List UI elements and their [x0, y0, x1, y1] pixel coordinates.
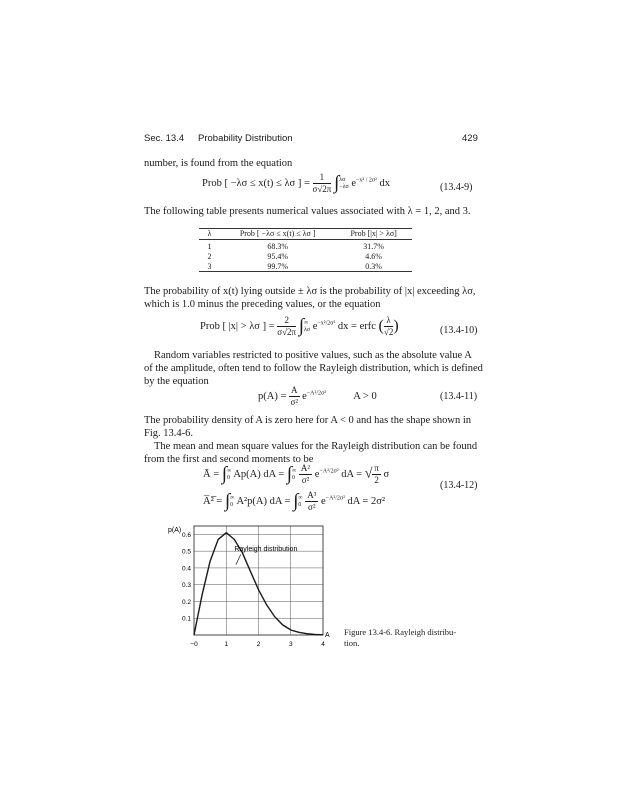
eq-integrand: e — [312, 320, 318, 332]
eq-num: 2 — [277, 315, 296, 327]
eq-root-num: π — [374, 463, 379, 473]
integral-sign: ∫ — [293, 490, 299, 512]
body-text: The probability of x(t) lying outside ± λσ is the probability of |x| exceeding λσ, — [144, 286, 476, 297]
eq-den: σ² — [308, 502, 316, 512]
eq-integrand: e — [351, 177, 357, 189]
eq-condition: A > 0 — [353, 390, 377, 402]
eq-tail: dA = — [341, 468, 363, 480]
table-row — [199, 252, 412, 262]
int-lower: 0 — [298, 501, 302, 508]
eq-den: σ√2π — [312, 184, 332, 194]
eq-den: σ² — [290, 397, 299, 407]
eq-root-den: 2 — [374, 475, 379, 485]
eq-den: σ² — [301, 475, 310, 485]
eq-term: A²p(A) dA = — [236, 495, 291, 507]
figure-caption: Figure 13.4-6. Rayleigh distribu- — [344, 627, 457, 637]
body-text: The mean and mean square values for the Rayleigh distribution can be found — [154, 441, 478, 452]
int-upper: ∞ — [230, 494, 235, 501]
x-tick-label: 2 — [256, 641, 261, 648]
y-tick-label: 0.1 — [181, 615, 191, 623]
equation-13-4-12-mean-square — [203, 490, 385, 513]
x-tick-label: 1 — [224, 641, 229, 648]
eq-result: σ — [383, 468, 390, 480]
body-text: by the equation — [144, 376, 209, 387]
table-header-cell: λ — [207, 229, 212, 238]
y-tick-label: 0.2 — [181, 598, 191, 606]
equation-number: (13.4-9) — [440, 182, 473, 193]
eq-num: A — [291, 385, 298, 395]
y-tick-label: 0.5 — [181, 548, 191, 556]
x-tick-labels — [190, 641, 325, 648]
integral-sign: ∫ — [286, 463, 292, 485]
table-cell: 95.4% — [267, 252, 288, 261]
int-lower: 0 — [230, 501, 234, 508]
equation-13-4-12-mean: Ā = ∫∞ 0 Ap(A) dA = ∫∞ 0 $\frac{\text{A²}}{\text{σ²}}$ $e^{-A^2/2\sigma^2}$ dA = √ $\frac{\pi}{2}$ σ — [203, 463, 390, 485]
integral-sign: ∫ — [298, 315, 304, 337]
figure-caption: tion. — [344, 638, 360, 648]
eq-lhs: p(A) = — [258, 390, 287, 402]
eq-num: A³ — [307, 490, 317, 500]
y-tick-label: 0.4 — [181, 565, 191, 573]
eq-lhs: A̅²̅ = — [203, 495, 223, 507]
integral-sign: ∫ — [333, 172, 340, 194]
eq-dx: dx — [379, 177, 391, 189]
eq-exp: −A²/2σ² — [306, 390, 327, 397]
body-text: number, is found from the equation — [144, 158, 293, 169]
eq-lhs: Ā = — [203, 468, 220, 480]
y-tick-labels — [182, 532, 191, 623]
equation-number: (13.4-11) — [440, 391, 478, 402]
int-upper: ∞ — [292, 467, 297, 474]
int-upper: ∞ — [226, 467, 232, 474]
eq-mid: dx = erfc — [337, 320, 376, 332]
eq-exp: −x²/2σ² — [317, 320, 336, 327]
running-head-section: Sec. 13.4 — [144, 133, 185, 144]
table-cell: 31.7% — [363, 242, 384, 251]
body-text: The following table presents numerical values associated with λ = 1, 2, and 3. — [144, 206, 471, 217]
body-text: from the first and second moments to be — [144, 454, 314, 465]
x-tick-label: 3 — [288, 641, 293, 648]
eq-num: 1 — [313, 172, 332, 184]
table-cell: 3 — [207, 262, 212, 271]
values-table — [199, 229, 412, 272]
body-text: of the amplitude, often tend to follow the Rayleigh distribution, which is defined — [144, 363, 483, 374]
table-cell: 2 — [207, 252, 212, 261]
body-text: Fig. 13.4-6. — [144, 428, 194, 439]
table-cell: 99.7% — [267, 262, 288, 271]
eq-lhs: Prob [ |x| > λσ ] = — [200, 320, 275, 332]
eq-num: A² — [300, 463, 311, 473]
eq-arg-den: √2 — [383, 327, 394, 337]
eq-arg-num: λ — [384, 315, 393, 327]
int-lower: −λσ — [339, 183, 349, 190]
table-cell: 1 — [207, 242, 212, 251]
x-tick-label: 4 — [321, 641, 325, 648]
equation-number: (13.4-12) — [440, 480, 478, 491]
table-cell: 0.3% — [365, 262, 382, 271]
integral-sign: ∫ — [221, 463, 227, 485]
int-upper: ∞ — [298, 494, 303, 501]
equation-13-4-9 — [202, 172, 390, 195]
eq-exp: −x² / 2σ² — [356, 177, 377, 184]
table-cell: 4.6% — [365, 252, 382, 261]
curve-label: Rayleigh distribution — [234, 546, 298, 554]
int-lower: 0 — [226, 474, 230, 481]
int-upper: ∞ — [303, 319, 309, 326]
eq-tail: dA = 2σ² — [347, 495, 386, 507]
int-upper: λσ — [339, 176, 346, 183]
table-header-cell: Prob [ −λσ ≤ x(t) ≤ λσ ] — [239, 229, 316, 238]
table-header-row — [199, 229, 412, 240]
x-axis-end-label: A — [325, 632, 330, 639]
eq-integrand: e — [302, 390, 307, 402]
page-number: 429 — [462, 133, 478, 144]
equation-13-4-11 — [258, 385, 377, 408]
table-header-cell: Prob [|x| > λσ] — [350, 229, 397, 238]
eq-den: σ√2π — [277, 327, 297, 337]
int-lower: λσ — [303, 326, 311, 333]
body-text: which is 1.0 minus the preceding values, or the equation — [144, 299, 381, 310]
eq-term: Ap(A) dA = — [233, 468, 285, 480]
rayleigh-figure — [160, 520, 340, 655]
eq-lhs: Prob [ −λσ ≤ x(t) ≤ λσ ] = — [202, 177, 310, 189]
y-tick-label: 0.3 — [181, 582, 191, 590]
table-row — [199, 242, 412, 252]
y-axis-label: p(A) — [168, 527, 182, 534]
body-text: The probability density of A is zero here for A < 0 and has the shape shown in — [144, 415, 471, 426]
table-cell: 68.3% — [267, 242, 288, 251]
equation-number: (13.4-10) — [440, 325, 478, 336]
x-tick-label: −0 — [190, 641, 198, 648]
equation-13-4-10: Prob [ |x| > λσ ] = $\frac{2}{\sigma√2\pi}$ ∫∞ λσ $e^{-x^2/2\sigma^2}$ dx = erfc ( $\frac{\lambda}{√2}$ ) — [200, 315, 399, 337]
integral-sign: ∫ — [224, 490, 231, 512]
grid — [194, 526, 323, 635]
eq-integrand: e — [314, 468, 320, 480]
body-text: Random variables restricted to positive values, such as the absolute value A — [154, 350, 472, 361]
curve-label-pointer — [236, 555, 241, 565]
eq-exp: −A²/2σ² — [319, 468, 339, 475]
eq-integrand: e — [321, 495, 326, 507]
running-head-title: Probability Distribution — [198, 133, 293, 144]
eq-exp: −A²/2σ² — [325, 495, 345, 502]
int-lower: 0 — [292, 474, 295, 481]
y-tick-label: 0.6 — [181, 531, 191, 539]
